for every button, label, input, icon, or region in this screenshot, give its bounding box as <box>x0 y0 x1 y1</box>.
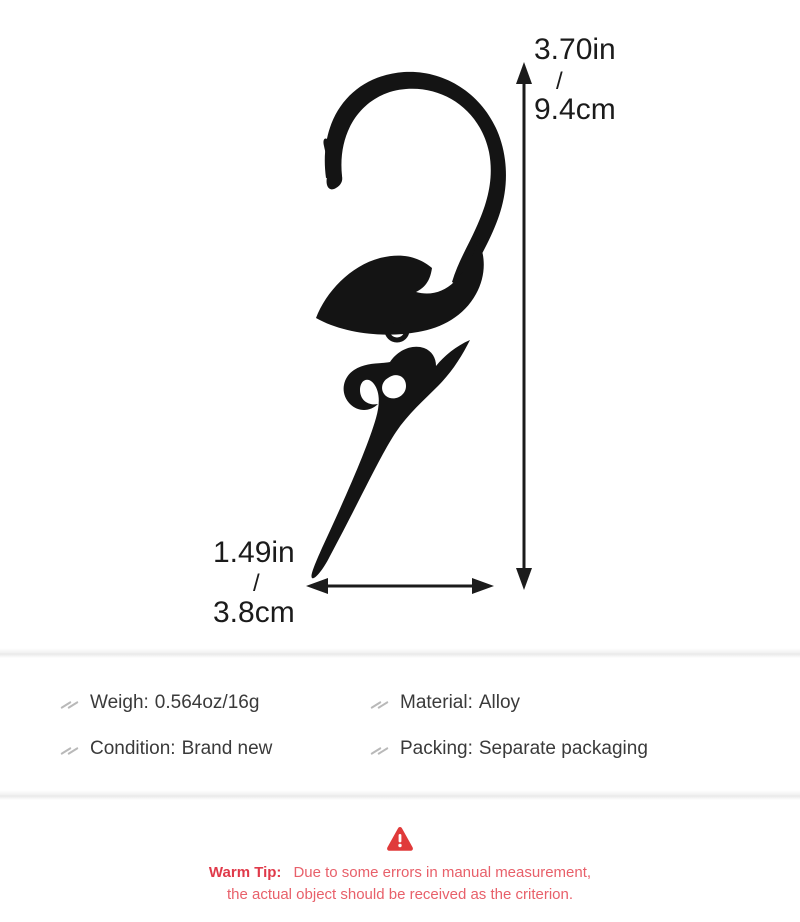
height-separator: / <box>556 68 563 95</box>
spec-packing-value: Separate packaging <box>478 738 648 759</box>
spec-condition-value: Brand new <box>181 738 273 759</box>
double-slash-bullet-icon <box>60 741 82 757</box>
spec-material-value: Alloy <box>478 692 521 713</box>
double-slash-bullet-icon <box>370 695 392 711</box>
warm-tip-text-1: Due to some errors in manual measurement, <box>293 864 592 881</box>
spec-weight-label: Weigh: <box>90 692 149 713</box>
double-slash-bullet-icon <box>370 741 392 757</box>
section-divider-top <box>0 648 800 658</box>
spec-row <box>0 726 800 772</box>
spec-material-label: Material: <box>400 692 473 713</box>
spec-packing-label: Packing: <box>400 738 473 759</box>
spec-material <box>370 692 800 714</box>
width-cm-label: 3.8cm <box>213 596 295 629</box>
warm-tip-label: Warm Tip: <box>208 864 282 881</box>
height-inches-label: 3.70in <box>534 33 616 66</box>
double-slash-bullet-icon <box>60 695 82 711</box>
spec-condition <box>0 738 370 760</box>
section-divider-bottom <box>0 790 800 800</box>
spec-row <box>0 680 800 726</box>
height-cm-label: 9.4cm <box>534 93 616 126</box>
warm-tip-section <box>0 800 800 906</box>
height-dimension-arrow <box>516 62 532 590</box>
warning-exclamation-icon <box>386 826 414 852</box>
earring-dagger-pendant <box>311 340 470 578</box>
spec-packing <box>370 738 800 760</box>
spec-weight-value: 0.564oz/16g <box>154 692 260 713</box>
specifications-list <box>0 658 800 790</box>
warm-tip-line-1 <box>0 862 800 884</box>
width-dimension-arrow <box>306 578 494 594</box>
spec-weight <box>0 692 370 714</box>
warm-tip-text-2: the actual object should be received as the criterion. <box>226 886 574 903</box>
width-inches-label: 1.49in <box>213 536 295 569</box>
spec-condition-label: Condition: <box>90 738 176 759</box>
width-separator: / <box>253 570 260 597</box>
